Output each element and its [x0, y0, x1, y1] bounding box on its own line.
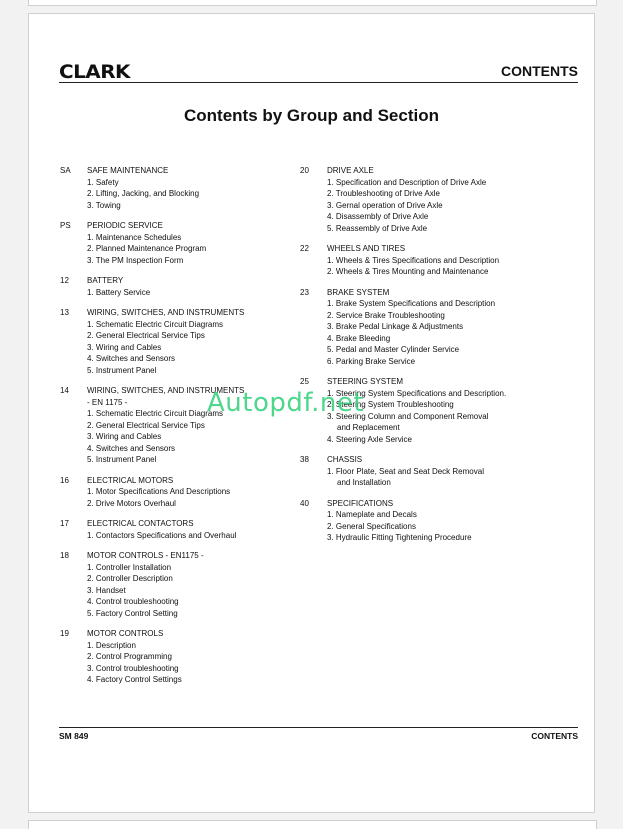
- section-item: 4. Switches and Sensors: [87, 354, 176, 363]
- group-code: 20: [300, 166, 309, 175]
- section-item: 1. Battery Service: [87, 287, 151, 297]
- group-title: PERIODIC SERVICE: [87, 221, 163, 230]
- group-body: [87, 165, 290, 211]
- contents-left-column: [60, 165, 290, 695]
- contents-group-19: [60, 628, 290, 686]
- group-title: WHEELS AND TIRES: [327, 244, 406, 253]
- section-item: 5. Factory Control Setting: [87, 608, 178, 618]
- contents-group-23: [300, 287, 530, 368]
- section-item: 5. Reassembly of Drive Axle: [327, 223, 428, 233]
- group-body: [87, 475, 290, 510]
- group-code: 13: [60, 308, 69, 317]
- group-body: [87, 275, 290, 298]
- section-item: 1. Brake System Specifications and Description: [327, 299, 496, 308]
- section-item: 3. Brake Pedal Linkage & Adjustments: [327, 322, 464, 331]
- section-item: 4. Factory Control Settings: [87, 675, 182, 684]
- section-item: 2. Steering System Troubleshooting: [327, 400, 454, 409]
- contents-group-20: [300, 165, 530, 234]
- group-code: 23: [300, 287, 309, 297]
- group-title: WIRING, SWITCHES, AND INSTRUMENTS: [87, 308, 245, 317]
- contents-group-22: [300, 243, 530, 278]
- section-item: 1. Wheels & Tires Specifications and Description: [327, 255, 500, 265]
- section-item: 2. General Electrical Service Tips: [87, 420, 205, 430]
- section-item: 2. Planned Maintenance Program: [87, 244, 207, 253]
- group-body: [327, 454, 530, 489]
- section-item: 2. Drive Motors Overhaul: [87, 498, 176, 508]
- header-divider: [59, 82, 578, 83]
- section-item: 2. Wheels & Tires Mounting and Maintenance: [327, 267, 489, 276]
- contents-group-40: [300, 498, 530, 544]
- section-item: 5. Instrument Panel: [87, 455, 157, 464]
- previous-page-edge: [28, 0, 597, 6]
- clark-logo: CLARK: [59, 61, 130, 83]
- group-subtitle: - EN 1175 -: [87, 397, 128, 407]
- section-item: 5. Instrument Panel: [87, 365, 157, 375]
- group-code: 16: [60, 475, 69, 485]
- section-item: 3. Towing: [87, 200, 121, 210]
- section-item: 1. Floor Plate, Seat and Seat Deck Removal and Installation: [327, 466, 484, 487]
- section-item: 1. Nameplate and Decals: [327, 510, 417, 519]
- section-item: 3. Gernal operation of Drive Axle: [327, 200, 443, 210]
- section-item: 3. Wiring and Cables: [87, 432, 162, 441]
- footer-section-label: CONTENTS: [531, 731, 578, 741]
- group-body: [327, 498, 530, 544]
- section-item: 2. General Electrical Service Tips: [87, 331, 205, 340]
- section-item: 3. Wiring and Cables: [87, 342, 162, 352]
- contents-group-12: [60, 275, 290, 298]
- section-item: 1. Maintenance Schedules: [87, 232, 182, 242]
- section-item: 4. Control troubleshooting: [87, 597, 179, 606]
- group-title: SAFE MAINTENANCE: [87, 166, 169, 175]
- group-title: STEERING SYSTEM: [327, 377, 404, 386]
- group-code: 38: [300, 455, 309, 464]
- section-item: 2. Lifting, Jacking, and Blocking: [87, 189, 200, 198]
- section-item: 5. Pedal and Master Cylinder Service: [327, 345, 460, 354]
- group-code: 40: [300, 498, 309, 508]
- contents-group-13: [60, 307, 290, 376]
- section-item: 3. Steering Column and Component Removal and Replacement: [327, 411, 489, 432]
- section-item: 2. General Specifications: [327, 521, 416, 531]
- group-body: [327, 243, 530, 278]
- group-title: BATTERY: [87, 276, 124, 285]
- group-body: [327, 165, 530, 234]
- group-title: ELECTRICAL CONTACTORS: [87, 519, 194, 528]
- group-body: [327, 287, 530, 368]
- section-item: 3. Handset: [87, 585, 126, 595]
- contents-group-17: [60, 518, 290, 541]
- section-item: 1. Schematic Electric Circuit Diagrams: [87, 409, 224, 418]
- group-body: [87, 628, 290, 686]
- contents-group-38: [300, 454, 530, 489]
- header-label: CONTENTS: [501, 63, 578, 79]
- section-item: 3. Control troubleshooting: [87, 663, 179, 673]
- group-code: 14: [60, 386, 69, 395]
- section-item: 1. Contactors Specifications and Overhaul: [87, 530, 237, 540]
- section-item: 3. Hydraulic Fitting Tightening Procedure: [327, 533, 472, 542]
- group-title: WIRING, SWITCHES, AND INSTRUMENTS: [87, 386, 245, 395]
- footer-divider: [59, 727, 578, 728]
- watermark: Autopdf.net: [207, 388, 365, 418]
- section-item: 1. Steering System Specifications and Description.: [327, 388, 507, 398]
- group-title: MOTOR CONTROLS - EN1175 -: [87, 551, 204, 560]
- section-item: 1. Description: [87, 640, 136, 650]
- group-code: 18: [60, 551, 69, 560]
- group-code: 22: [300, 244, 309, 253]
- contents-right-column: [300, 165, 530, 553]
- group-title: DRIVE AXLE: [327, 166, 374, 175]
- section-item: 1. Controller Installation: [87, 562, 172, 572]
- section-item: 2. Controller Description: [87, 574, 173, 583]
- group-code: SA: [60, 166, 71, 175]
- section-item: 3. The PM Inspection Form: [87, 255, 184, 265]
- contents-group-18: [60, 550, 290, 619]
- page-title: Contents by Group and Section: [183, 106, 439, 125]
- group-code: PS: [60, 221, 71, 230]
- contents-group-ps: [60, 220, 290, 266]
- group-title: SPECIFICATIONS: [327, 498, 394, 508]
- contents-group-sa: [60, 165, 290, 211]
- section-item: 6. Parking Brake Service: [327, 356, 416, 366]
- group-code: 17: [60, 519, 69, 528]
- section-item: 2. Service Brake Troubleshooting: [327, 310, 445, 320]
- section-item: 4. Brake Bleeding: [327, 333, 391, 343]
- section-item: 1. Safety: [87, 177, 119, 187]
- group-title: CHASSIS: [327, 455, 363, 464]
- group-title: MOTOR CONTROLS: [87, 629, 164, 638]
- group-body: [87, 518, 290, 541]
- group-body: [87, 307, 290, 376]
- contents-group-16: [60, 475, 290, 510]
- group-title: ELECTRICAL MOTORS: [87, 475, 174, 485]
- section-item: 4. Steering Axle Service: [327, 434, 412, 444]
- section-item: 1. Motor Specifications And Descriptions: [87, 487, 231, 496]
- group-code: 19: [60, 629, 69, 638]
- group-code: 12: [60, 276, 69, 285]
- section-item: 1. Schematic Electric Circuit Diagrams: [87, 319, 224, 329]
- section-item: 4. Disassembly of Drive Axle: [327, 212, 429, 221]
- section-item: 4. Switches and Sensors: [87, 443, 176, 453]
- footer-manual-number: SM 849: [59, 731, 89, 741]
- group-code: 25: [300, 377, 309, 386]
- section-item: 2. Control Programming: [87, 652, 172, 661]
- section-item: 2. Troubleshooting of Drive Axle: [327, 189, 440, 198]
- next-page-edge: [28, 820, 597, 829]
- group-body: [87, 550, 290, 619]
- group-body: [87, 220, 290, 266]
- section-item: 1. Specification and Description of Drive Axle: [327, 177, 487, 187]
- group-title: BRAKE SYSTEM: [327, 287, 390, 297]
